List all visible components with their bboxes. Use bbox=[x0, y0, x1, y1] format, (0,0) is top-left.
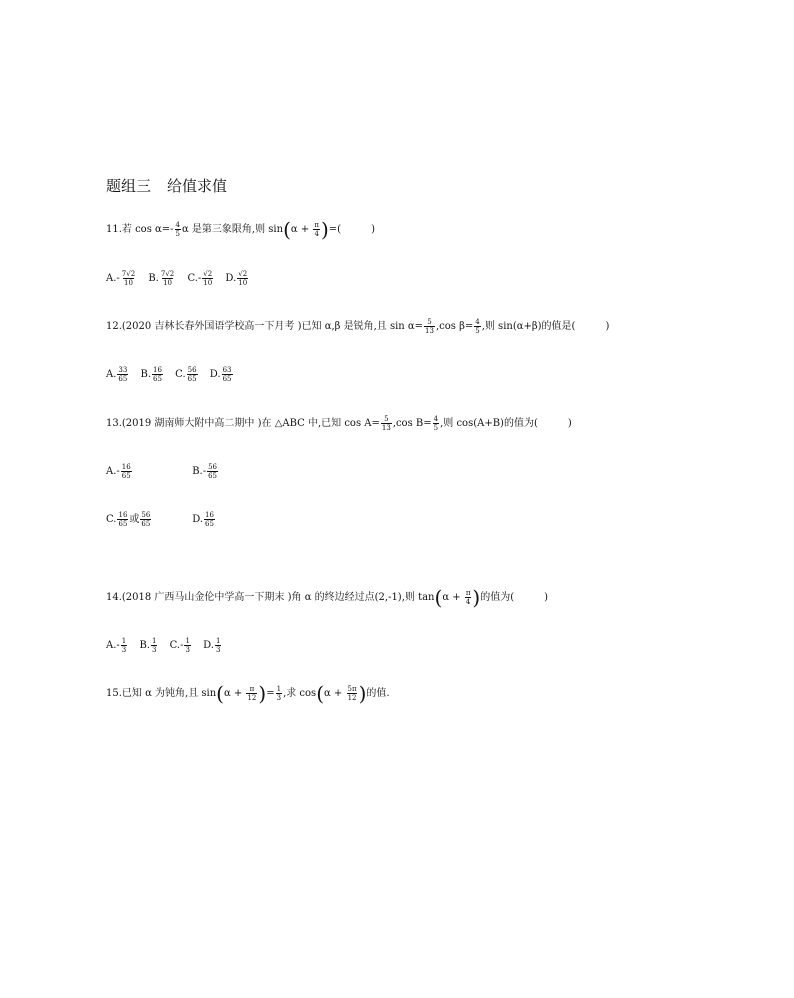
q12-option-c-den: 65 bbox=[187, 375, 197, 383]
question-11 bbox=[106, 217, 375, 242]
q12-option-a-label: A. bbox=[106, 369, 117, 380]
q12-option-b-den: 65 bbox=[153, 375, 162, 383]
q15-v-num: 1 bbox=[276, 685, 282, 693]
q11-left-paren: ( bbox=[283, 217, 291, 242]
q13-option-c-den: 65 bbox=[118, 520, 128, 528]
q15-pi-fraction-2 bbox=[347, 685, 358, 702]
q13-options-row2 bbox=[106, 511, 224, 528]
q13-frac-a bbox=[381, 415, 392, 432]
q11-mid: α 是第三象限角,则 sin bbox=[182, 224, 284, 235]
q11-option-c-num: √2 bbox=[203, 270, 213, 278]
q11-option-d-label: D. bbox=[225, 273, 237, 284]
q13-option-c-or: 或 bbox=[129, 514, 140, 525]
q12-mid: ,cos β= bbox=[435, 321, 474, 332]
q12-option-c-num: 56 bbox=[187, 366, 197, 374]
q13-frac-b-num: 4 bbox=[433, 415, 439, 423]
q13-frac-a-den: 13 bbox=[381, 424, 391, 432]
q14-option-a-den: 3 bbox=[121, 646, 127, 654]
q13-option-c[interactable] bbox=[106, 511, 181, 528]
q13-end: ,则 cos(A+B)的值为( bbox=[440, 418, 538, 429]
q12-close: ) bbox=[605, 321, 610, 332]
q12-frac-a-num: 5 bbox=[427, 318, 432, 326]
q11-options bbox=[106, 270, 257, 287]
q14-right-paren: ) bbox=[472, 585, 481, 610]
q14-option-d-label: D. bbox=[203, 640, 214, 651]
q14-close: ) bbox=[544, 592, 549, 603]
q11-option-d[interactable] bbox=[225, 270, 249, 287]
q15-eq: = bbox=[266, 688, 275, 699]
q12-frac-b bbox=[474, 318, 480, 335]
q15-end: 的值. bbox=[366, 688, 390, 699]
section-title-sub: 给值求值 bbox=[167, 177, 228, 195]
q12-option-b[interactable] bbox=[141, 366, 164, 383]
q11-pi-num: π bbox=[314, 221, 319, 229]
q15-left-paren-1: ( bbox=[216, 681, 224, 706]
q11-alpha: α + bbox=[290, 224, 313, 235]
q13-option-b-num: 56 bbox=[208, 463, 218, 471]
q15-p2-num: 5π bbox=[347, 685, 357, 693]
q14-option-b-den: 3 bbox=[151, 646, 157, 654]
q14-option-a-label: A.- bbox=[106, 640, 120, 651]
q15-right-paren-2: ) bbox=[358, 681, 367, 706]
q13-frac-a-num: 5 bbox=[384, 415, 389, 423]
q12-option-a-den: 65 bbox=[118, 375, 128, 383]
q13-option-d[interactable] bbox=[192, 511, 216, 528]
q12-option-d[interactable] bbox=[210, 366, 234, 383]
q15-mid: ,求 cos bbox=[283, 688, 317, 699]
q12-option-d-num: 63 bbox=[222, 366, 232, 374]
q12-text: 12.(2020 吉林长春外国语学校高一下月考 )已知 α,β 是锐角,且 sin α= bbox=[106, 321, 424, 332]
q14-option-c[interactable] bbox=[170, 637, 192, 654]
q11-option-a-den: 10 bbox=[124, 279, 133, 287]
q14-option-c-num: 1 bbox=[185, 637, 190, 645]
q14-option-d[interactable] bbox=[203, 637, 222, 654]
q13-option-a-den: 65 bbox=[121, 472, 131, 480]
q13-option-d-label: D. bbox=[192, 514, 204, 525]
q11-option-a-label: A.- bbox=[106, 273, 120, 284]
q14-option-c-den: 3 bbox=[185, 646, 190, 654]
q14-option-c-label: C.- bbox=[169, 640, 184, 651]
question-12 bbox=[106, 318, 609, 335]
question-15 bbox=[106, 681, 390, 706]
q15-p1-num: π bbox=[249, 685, 255, 693]
q15-p2-den: 12 bbox=[347, 694, 357, 702]
q13-option-a-num: 16 bbox=[121, 463, 131, 471]
q12-option-b-label: B. bbox=[140, 369, 152, 380]
q13-options-row1 bbox=[106, 463, 227, 480]
question-14 bbox=[106, 585, 549, 610]
q12-option-c-label: C. bbox=[175, 369, 186, 380]
q12-option-a-num: 33 bbox=[118, 366, 128, 374]
q13-option-b-label: B.- bbox=[192, 466, 207, 477]
q12-options bbox=[106, 366, 242, 383]
q14-option-a[interactable] bbox=[106, 637, 128, 654]
q14-pi-fraction bbox=[465, 589, 472, 606]
q14-alpha: α + bbox=[442, 592, 464, 603]
q11-option-c[interactable] bbox=[187, 270, 214, 287]
q15-right-paren-1: ) bbox=[258, 681, 267, 706]
q14-end: 的值为( bbox=[480, 592, 515, 603]
q12-frac-b-den: 5 bbox=[475, 327, 480, 335]
q11-option-b[interactable] bbox=[148, 270, 176, 287]
q14-option-b-num: 1 bbox=[151, 637, 157, 645]
q13-option-c-den2: 65 bbox=[141, 520, 151, 528]
q11-option-a-num: 7√2 bbox=[121, 270, 136, 278]
q11-option-b-num: 7√2 bbox=[160, 270, 175, 278]
q15-pi-fraction-1 bbox=[246, 685, 257, 702]
q12-end: ,则 sin(α+β)的值是( bbox=[481, 321, 576, 332]
q11-frac-den: 5 bbox=[175, 230, 180, 238]
q15-left-paren-2: ( bbox=[316, 681, 324, 706]
q14-left-paren: ( bbox=[434, 585, 443, 610]
q11-right-paren: ) bbox=[320, 217, 329, 242]
q11-option-b-label: B. bbox=[148, 273, 159, 284]
q14-option-a-num: 1 bbox=[121, 637, 127, 645]
q12-option-d-den: 65 bbox=[222, 375, 232, 383]
q13-text: 13.(2019 湖南师大附中高二期中 )在 △ABC 中,已知 cos A= bbox=[106, 418, 380, 429]
q11-pi-fraction bbox=[313, 221, 320, 238]
q12-option-c[interactable] bbox=[175, 366, 198, 383]
q11-frac-num: 4 bbox=[175, 221, 180, 229]
q11-option-c-den: 10 bbox=[203, 279, 213, 287]
question-13 bbox=[106, 415, 572, 432]
q14-option-d-den: 3 bbox=[215, 646, 221, 654]
q15-v-den: 3 bbox=[276, 694, 282, 702]
q11-option-b-den: 10 bbox=[163, 279, 173, 287]
q12-frac-a bbox=[424, 318, 435, 335]
q12-option-d-label: D. bbox=[209, 369, 221, 380]
q11-pi-den: 4 bbox=[314, 230, 319, 238]
q13-option-c-label: C. bbox=[106, 514, 117, 525]
q11-fraction bbox=[175, 221, 181, 238]
q15-p1-den: 12 bbox=[247, 694, 257, 702]
q13-close: ) bbox=[567, 418, 572, 429]
q14-option-b-label: B. bbox=[139, 640, 150, 651]
q13-option-b-den: 65 bbox=[208, 472, 218, 480]
q14-text: 14.(2018 广西马山金伦中学高一下期末 )角 α 的终边经过点(2,-1),则 tan bbox=[106, 592, 435, 603]
q11-end: =( bbox=[328, 224, 342, 235]
q14-pi-num: π bbox=[465, 589, 471, 597]
q11-option-c-label: C.- bbox=[187, 273, 202, 284]
q13-option-a-label: A.- bbox=[106, 466, 120, 477]
q11-option-d-num: √2 bbox=[238, 270, 248, 278]
q12-option-a[interactable] bbox=[106, 366, 129, 383]
q13-option-a[interactable] bbox=[106, 463, 181, 480]
section-title bbox=[106, 175, 227, 196]
q12-frac-b-num: 4 bbox=[475, 318, 480, 326]
q13-frac-b-den: 5 bbox=[433, 424, 439, 432]
section-title-main: 题组三 bbox=[106, 177, 152, 195]
q13-frac-b bbox=[433, 415, 439, 432]
q13-option-c-num2: 56 bbox=[141, 511, 151, 519]
q14-options bbox=[106, 637, 230, 654]
q12-frac-a-den: 13 bbox=[425, 327, 434, 335]
q14-option-d-num: 1 bbox=[215, 637, 221, 645]
q13-option-d-den: 65 bbox=[205, 520, 214, 528]
q11-option-a[interactable] bbox=[106, 270, 137, 287]
q15-alpha-2: α + bbox=[324, 688, 346, 699]
q14-option-b[interactable] bbox=[139, 637, 158, 654]
q15-value-fraction bbox=[276, 685, 282, 702]
q13-option-d-num: 16 bbox=[205, 511, 214, 519]
q11-close: ) bbox=[371, 224, 375, 235]
q11-text: 11.若 cos α=- bbox=[106, 224, 174, 235]
q15-alpha-1: α + bbox=[223, 688, 246, 699]
q11-option-d-den: 10 bbox=[238, 279, 248, 287]
q15-text: 15.已知 α 为钝角,且 sin bbox=[106, 688, 217, 699]
q13-mid: ,cos B= bbox=[392, 418, 432, 429]
q12-option-b-num: 16 bbox=[153, 366, 162, 374]
q13-option-c-num: 16 bbox=[118, 511, 128, 519]
q13-option-b[interactable] bbox=[192, 463, 219, 480]
q14-pi-den: 4 bbox=[465, 598, 471, 606]
